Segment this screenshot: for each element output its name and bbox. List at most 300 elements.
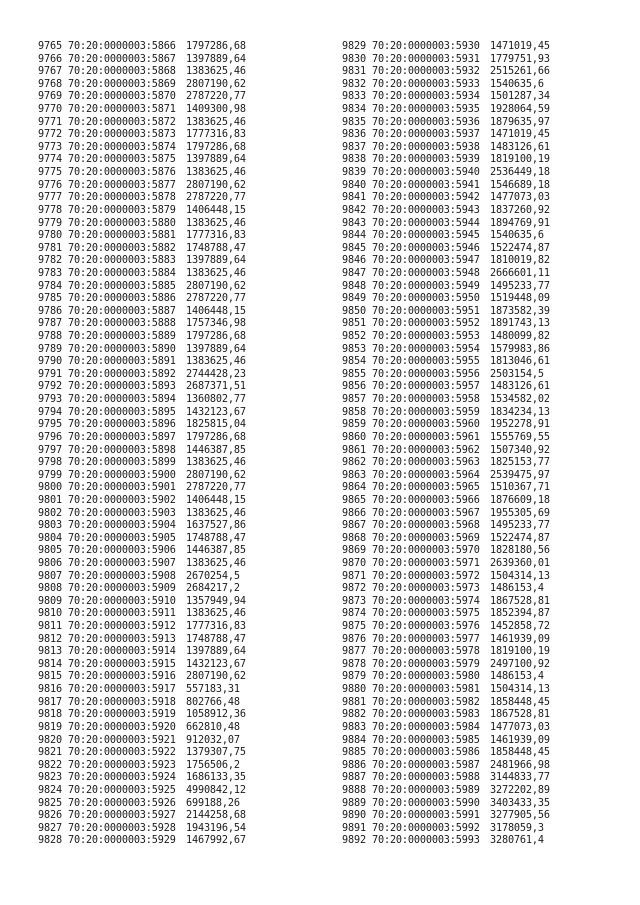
table-row [342, 495, 550, 508]
value-cell: 2684217,2 [186, 583, 240, 595]
cadastral-number: 70:20:0000003:5902 [68, 494, 176, 506]
cadastral-number: 70:20:0000003:5904 [68, 520, 176, 532]
value-cell: 2536449,18 [490, 167, 550, 179]
row-number: 9823 [38, 772, 62, 784]
value-cell: 3280761,4 [490, 835, 544, 847]
cadastral-number: 70:20:0000003:5929 [68, 835, 176, 847]
table-row [342, 255, 550, 268]
cadastral-number: 70:20:0000003:5913 [68, 633, 176, 645]
value-cell: 1546689,18 [490, 179, 550, 191]
value-cell: 1486153,4 [490, 671, 544, 683]
table-row [342, 318, 550, 331]
table-row [342, 482, 550, 495]
table-row [342, 671, 550, 684]
row-number: 9809 [38, 595, 62, 607]
row-number: 9818 [38, 709, 62, 721]
table-row [38, 747, 246, 760]
row-number: 9828 [38, 835, 62, 847]
cadastral-number: 70:20:0000003:5900 [68, 469, 176, 481]
cadastral-number: 70:20:0000003:5883 [68, 255, 176, 267]
value-cell: 1928064,59 [490, 104, 550, 116]
value-cell: 1504314,13 [490, 684, 550, 696]
table-row [342, 180, 550, 193]
value-cell: 1383625,46 [186, 457, 246, 469]
table-row [342, 79, 550, 92]
table-row [342, 659, 550, 672]
value-cell: 1477073,03 [490, 192, 550, 204]
row-number: 9790 [38, 356, 62, 368]
cadastral-number: 70:20:0000003:5866 [68, 41, 176, 52]
row-number: 9816 [38, 684, 62, 696]
table-row [342, 772, 550, 785]
row-number: 9888 [342, 784, 366, 796]
cadastral-number: 70:20:0000003:5895 [68, 406, 176, 418]
value-cell: 1891743,13 [490, 318, 550, 330]
value-cell: 1779751,93 [490, 53, 550, 65]
cadastral-number: 70:20:0000003:5989 [372, 784, 480, 796]
row-number: 9846 [342, 255, 366, 267]
table-row [342, 344, 550, 357]
value-cell: 1452858,72 [490, 621, 550, 633]
table-row [342, 268, 550, 281]
row-number: 9819 [38, 721, 62, 733]
value-cell: 1797286,68 [186, 431, 246, 443]
row-number: 9842 [342, 204, 366, 216]
row-number: 9886 [342, 759, 366, 771]
cadastral-number: 70:20:0000003:5964 [372, 469, 480, 481]
value-cell: 1852394,87 [490, 608, 550, 620]
row-number: 9862 [342, 457, 366, 469]
value-cell: 2539475,97 [490, 469, 550, 481]
row-number: 9767 [38, 66, 62, 78]
table-row [342, 230, 550, 243]
row-number: 9782 [38, 255, 62, 267]
table-row [342, 154, 550, 167]
row-number: 9891 [342, 822, 366, 834]
value-cell: 1397889,64 [186, 646, 246, 658]
row-number: 9852 [342, 331, 366, 343]
table-row [38, 344, 246, 357]
table-row [38, 268, 246, 281]
value-cell: 1825153,77 [490, 457, 550, 469]
row-number: 9766 [38, 53, 62, 65]
cadastral-number: 70:20:0000003:5944 [372, 217, 480, 229]
value-cell: 3178059,3 [490, 822, 544, 834]
cadastral-number: 70:20:0000003:5909 [68, 583, 176, 595]
cadastral-number: 70:20:0000003:5915 [68, 658, 176, 670]
row-number: 9805 [38, 545, 62, 557]
cadastral-number: 70:20:0000003:5901 [68, 482, 176, 494]
value-cell: 2807190,62 [186, 671, 246, 683]
cadastral-number: 70:20:0000003:5961 [372, 431, 480, 443]
cadastral-number: 70:20:0000003:5920 [68, 721, 176, 733]
value-cell: 1461939,09 [490, 734, 550, 746]
value-cell: 1432123,67 [186, 658, 246, 670]
row-number: 9843 [342, 217, 366, 229]
value-cell: 1825815,04 [186, 419, 246, 431]
row-number: 9849 [342, 293, 366, 305]
cadastral-number: 70:20:0000003:5956 [372, 368, 480, 380]
value-cell: 1383625,46 [186, 66, 246, 78]
table-row [38, 356, 246, 369]
cadastral-number: 70:20:0000003:5985 [372, 734, 480, 746]
value-cell: 1483126,61 [490, 141, 550, 153]
cadastral-number: 70:20:0000003:5940 [372, 167, 480, 179]
value-cell: 1540635,6 [490, 78, 544, 90]
value-cell: 1797286,68 [186, 41, 246, 52]
value-cell: 1510367,71 [490, 482, 550, 494]
cadastral-number: 70:20:0000003:5927 [68, 810, 176, 822]
cadastral-number: 70:20:0000003:5880 [68, 217, 176, 229]
row-number: 9772 [38, 129, 62, 141]
cadastral-number: 70:20:0000003:5918 [68, 696, 176, 708]
cadastral-number: 70:20:0000003:5899 [68, 457, 176, 469]
cadastral-number: 70:20:0000003:5990 [372, 797, 480, 809]
cadastral-number: 70:20:0000003:5867 [68, 53, 176, 65]
cadastral-number: 70:20:0000003:5879 [68, 204, 176, 216]
cadastral-number: 70:20:0000003:5905 [68, 532, 176, 544]
row-number: 9827 [38, 822, 62, 834]
row-number: 9856 [342, 381, 366, 393]
value-cell: 1686133,35 [186, 772, 246, 784]
cadastral-number: 70:20:0000003:5932 [372, 66, 480, 78]
value-cell: 1409300,98 [186, 104, 246, 116]
table-row [342, 192, 550, 205]
value-cell: 1777316,83 [186, 621, 246, 633]
row-number: 9882 [342, 709, 366, 721]
cadastral-number: 70:20:0000003:5975 [372, 608, 480, 620]
row-number: 9838 [342, 154, 366, 166]
value-cell: 2144258,68 [186, 810, 246, 822]
row-number: 9875 [342, 621, 366, 633]
cadastral-number: 70:20:0000003:5969 [372, 532, 480, 544]
cadastral-number: 70:20:0000003:5963 [372, 457, 480, 469]
value-cell: 1748788,47 [186, 242, 246, 254]
cadastral-number: 70:20:0000003:5891 [68, 356, 176, 368]
table-row [38, 205, 246, 218]
row-number: 9863 [342, 469, 366, 481]
row-number: 9771 [38, 116, 62, 128]
table-row [342, 558, 550, 571]
cadastral-number: 70:20:0000003:5958 [372, 394, 480, 406]
table-row [342, 281, 550, 294]
value-cell: 1406448,15 [186, 305, 246, 317]
value-cell: 1383625,46 [186, 356, 246, 368]
table-row [342, 457, 550, 470]
cadastral-number: 70:20:0000003:5886 [68, 293, 176, 305]
cadastral-number: 70:20:0000003:5894 [68, 394, 176, 406]
table-row [342, 722, 550, 735]
cadastral-number: 70:20:0000003:5981 [372, 684, 480, 696]
row-number: 9836 [342, 129, 366, 141]
cadastral-number: 70:20:0000003:5970 [372, 545, 480, 557]
table-row [38, 508, 246, 521]
value-cell: 2807190,62 [186, 280, 246, 292]
row-number: 9851 [342, 318, 366, 330]
cadastral-number: 70:20:0000003:5934 [372, 91, 480, 103]
value-cell: 1383625,46 [186, 557, 246, 569]
value-cell: 1534582,02 [490, 394, 550, 406]
value-cell: 1777316,83 [186, 230, 246, 242]
value-cell: 1894769,91 [490, 217, 550, 229]
cadastral-number: 70:20:0000003:5936 [372, 116, 480, 128]
cadastral-number: 70:20:0000003:5949 [372, 280, 480, 292]
cadastral-number: 70:20:0000003:5868 [68, 66, 176, 78]
row-number: 9874 [342, 608, 366, 620]
row-number: 9775 [38, 167, 62, 179]
row-number: 9792 [38, 381, 62, 393]
cadastral-number: 70:20:0000003:5908 [68, 570, 176, 582]
cadastral-number: 70:20:0000003:5888 [68, 318, 176, 330]
row-number: 9832 [342, 78, 366, 90]
cadastral-number: 70:20:0000003:5971 [372, 557, 480, 569]
row-number: 9859 [342, 419, 366, 431]
value-cell: 1837260,92 [490, 204, 550, 216]
row-number: 9770 [38, 104, 62, 116]
table-row [38, 180, 246, 193]
row-number: 9791 [38, 368, 62, 380]
cadastral-number: 70:20:0000003:5953 [372, 331, 480, 343]
row-number: 9814 [38, 658, 62, 670]
table-row [38, 281, 246, 294]
table-row [38, 306, 246, 319]
cadastral-number: 70:20:0000003:5884 [68, 267, 176, 279]
row-number: 9841 [342, 192, 366, 204]
cadastral-number: 70:20:0000003:5871 [68, 104, 176, 116]
cadastral-number: 70:20:0000003:5962 [372, 444, 480, 456]
table-row [38, 54, 246, 67]
row-number: 9765 [38, 41, 62, 52]
table-row [342, 735, 550, 748]
table-row [342, 381, 550, 394]
table-row [342, 608, 550, 621]
value-cell: 1797286,68 [186, 331, 246, 343]
row-number: 9820 [38, 734, 62, 746]
row-number: 9798 [38, 457, 62, 469]
value-cell: 1432123,67 [186, 406, 246, 418]
row-number: 9773 [38, 141, 62, 153]
table-row [342, 545, 550, 558]
cadastral-number: 70:20:0000003:5986 [372, 747, 480, 759]
row-number: 9783 [38, 267, 62, 279]
value-cell: 1748788,47 [186, 532, 246, 544]
value-cell: 1495233,77 [490, 520, 550, 532]
table-row [38, 445, 246, 458]
cadastral-number: 70:20:0000003:5955 [372, 356, 480, 368]
row-number: 9855 [342, 368, 366, 380]
table-row [342, 709, 550, 722]
value-cell: 2687371,51 [186, 381, 246, 393]
value-cell: 1943196,54 [186, 822, 246, 834]
value-cell: 1397889,64 [186, 154, 246, 166]
row-number: 9861 [342, 444, 366, 456]
table-row [38, 331, 246, 344]
table-row [38, 772, 246, 785]
value-cell: 1406448,15 [186, 204, 246, 216]
cadastral-number: 70:20:0000003:5948 [372, 267, 480, 279]
row-number: 9831 [342, 66, 366, 78]
row-number: 9776 [38, 179, 62, 191]
row-number: 9821 [38, 747, 62, 759]
table-row [38, 810, 246, 823]
row-number: 9806 [38, 557, 62, 569]
value-cell: 1522474,87 [490, 532, 550, 544]
table-row [342, 684, 550, 697]
value-cell: 2807190,62 [186, 78, 246, 90]
table-row [38, 79, 246, 92]
cadastral-number: 70:20:0000003:5892 [68, 368, 176, 380]
cadastral-number: 70:20:0000003:5939 [372, 154, 480, 166]
value-cell: 2807190,62 [186, 179, 246, 191]
table-row [342, 634, 550, 647]
row-number: 9797 [38, 444, 62, 456]
row-number: 9877 [342, 646, 366, 658]
value-cell: 1748788,47 [186, 633, 246, 645]
cadastral-number: 70:20:0000003:5885 [68, 280, 176, 292]
table-row [38, 243, 246, 256]
value-cell: 2497100,92 [490, 658, 550, 670]
row-number: 9879 [342, 671, 366, 683]
table-row [342, 823, 550, 836]
table-row [38, 495, 246, 508]
row-number: 9824 [38, 784, 62, 796]
table-row [342, 508, 550, 521]
row-number: 9854 [342, 356, 366, 368]
value-cell: 1504314,13 [490, 570, 550, 582]
row-number: 9847 [342, 267, 366, 279]
table-row [38, 432, 246, 445]
table-row [342, 218, 550, 231]
cadastral-number: 70:20:0000003:5875 [68, 154, 176, 166]
table-row [38, 621, 246, 634]
value-cell: 1555769,55 [490, 431, 550, 443]
table-row [38, 419, 246, 432]
value-cell: 3277905,56 [490, 810, 550, 822]
table-row [342, 54, 550, 67]
value-cell: 1397889,64 [186, 53, 246, 65]
value-cell: 1467992,67 [186, 835, 246, 847]
value-cell: 1446387,85 [186, 444, 246, 456]
row-number: 9778 [38, 204, 62, 216]
table-row [38, 167, 246, 180]
cadastral-number: 70:20:0000003:5991 [372, 810, 480, 822]
table-row [38, 394, 246, 407]
table-row [342, 810, 550, 823]
value-cell: 1397889,64 [186, 255, 246, 267]
table-row [342, 583, 550, 596]
table-row [342, 432, 550, 445]
row-number: 9830 [342, 53, 366, 65]
row-number: 9802 [38, 507, 62, 519]
cadastral-number: 70:20:0000003:5943 [372, 204, 480, 216]
cadastral-number: 70:20:0000003:5911 [68, 608, 176, 620]
value-cell: 1483126,61 [490, 381, 550, 393]
value-cell: 1360802,77 [186, 394, 246, 406]
cadastral-number: 70:20:0000003:5933 [372, 78, 480, 90]
row-number: 9788 [38, 331, 62, 343]
value-cell: 2787220,77 [186, 192, 246, 204]
row-number: 9803 [38, 520, 62, 532]
value-cell: 1797286,68 [186, 141, 246, 153]
value-cell: 1383625,46 [186, 116, 246, 128]
value-cell: 1867528,81 [490, 709, 550, 721]
value-cell: 1461939,09 [490, 633, 550, 645]
table-row [342, 760, 550, 773]
table-row [342, 419, 550, 432]
row-number: 9884 [342, 734, 366, 746]
table-row [38, 407, 246, 420]
cadastral-number: 70:20:0000003:5977 [372, 633, 480, 645]
cadastral-number: 70:20:0000003:5896 [68, 419, 176, 431]
table-row [342, 394, 550, 407]
cadastral-number: 70:20:0000003:5903 [68, 507, 176, 519]
row-number: 9815 [38, 671, 62, 683]
table-row [38, 823, 246, 836]
row-number: 9834 [342, 104, 366, 116]
row-number: 9777 [38, 192, 62, 204]
cadastral-number: 70:20:0000003:5917 [68, 684, 176, 696]
table-row [342, 798, 550, 811]
value-cell: 1058912,36 [186, 709, 246, 721]
row-number: 9804 [38, 532, 62, 544]
table-row [342, 104, 550, 117]
value-cell: 2787220,77 [186, 482, 246, 494]
value-cell: 1867528,81 [490, 595, 550, 607]
table-row [38, 369, 246, 382]
row-number: 9881 [342, 696, 366, 708]
row-number: 9829 [342, 41, 366, 52]
table-row [38, 318, 246, 331]
table-row [342, 306, 550, 319]
cadastral-number: 70:20:0000003:5881 [68, 230, 176, 242]
row-number: 9793 [38, 394, 62, 406]
cadastral-number: 70:20:0000003:5987 [372, 759, 480, 771]
table-row [342, 41, 550, 54]
row-number: 9779 [38, 217, 62, 229]
value-cell: 1879635,97 [490, 116, 550, 128]
table-row [38, 634, 246, 647]
cadastral-number: 70:20:0000003:5960 [372, 419, 480, 431]
value-cell: 1858448,45 [490, 696, 550, 708]
table-row [342, 835, 550, 848]
table-row [342, 571, 550, 584]
value-cell: 1955305,69 [490, 507, 550, 519]
row-number: 9799 [38, 469, 62, 481]
value-cell: 699188,26 [186, 797, 240, 809]
table-row [38, 659, 246, 672]
table-row [38, 722, 246, 735]
table-row [342, 356, 550, 369]
cadastral-number: 70:20:0000003:5869 [68, 78, 176, 90]
row-number: 9858 [342, 406, 366, 418]
value-cell: 2515261,66 [490, 66, 550, 78]
table-row [38, 255, 246, 268]
value-cell: 2744428,23 [186, 368, 246, 380]
row-number: 9880 [342, 684, 366, 696]
row-number: 9808 [38, 583, 62, 595]
cadastral-number: 70:20:0000003:5926 [68, 797, 176, 809]
table-row [342, 533, 550, 546]
cadastral-number: 70:20:0000003:5966 [372, 494, 480, 506]
row-number: 9780 [38, 230, 62, 242]
value-cell: 1834234,13 [490, 406, 550, 418]
value-cell: 1357949,94 [186, 595, 246, 607]
value-cell: 1873582,39 [490, 305, 550, 317]
row-number: 9839 [342, 167, 366, 179]
value-cell: 3403433,35 [490, 797, 550, 809]
row-number: 9800 [38, 482, 62, 494]
cadastral-number: 70:20:0000003:5893 [68, 381, 176, 393]
